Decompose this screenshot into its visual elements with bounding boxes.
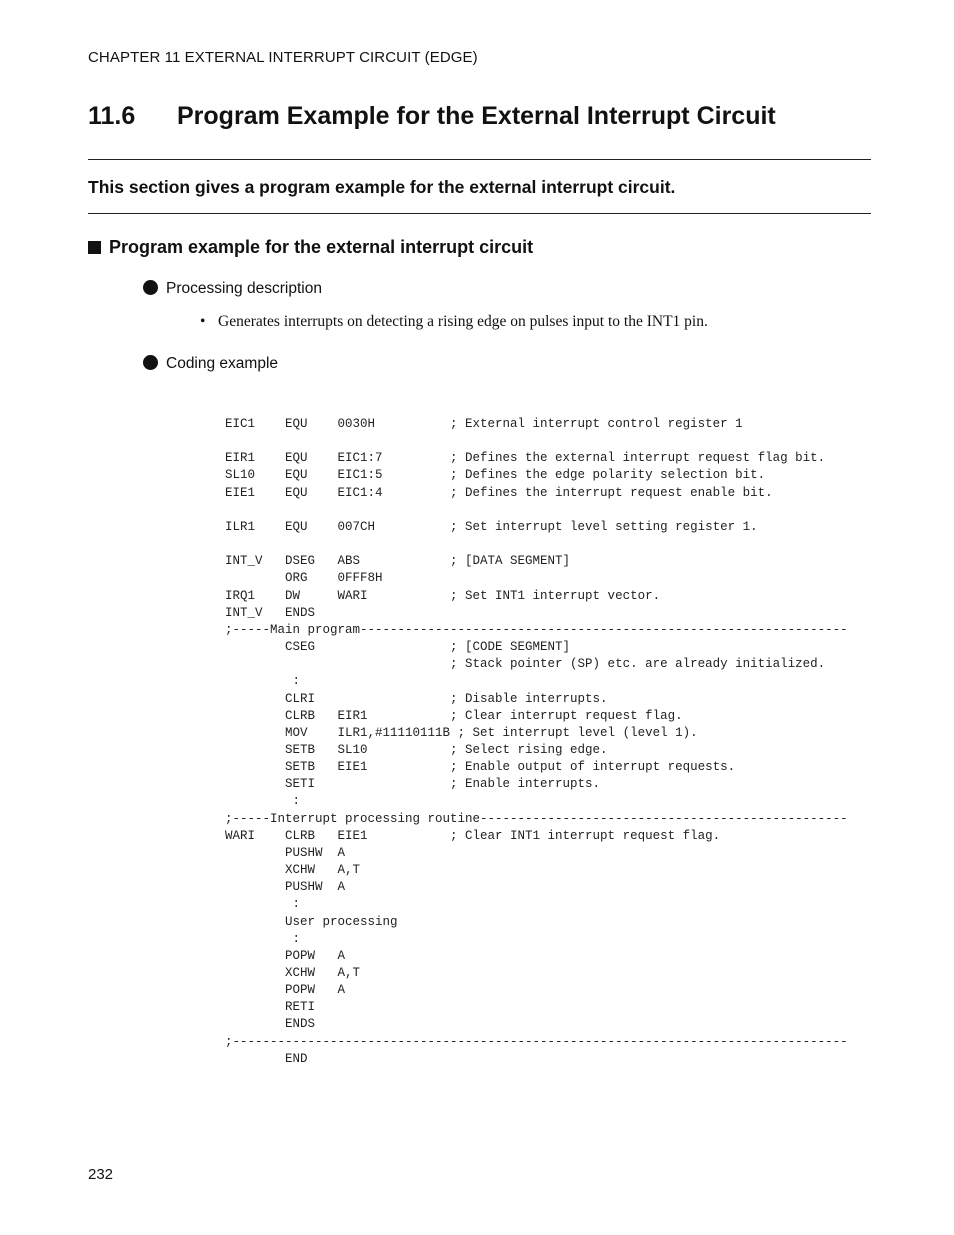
- code-block: [225, 416, 848, 1068]
- list-item-text: Generates interrupts on detecting a rising edge on pulses input to the INT1 pin.: [218, 313, 708, 330]
- code-line: EIR1 EQU EIC1:7 ; Defines the external interrupt request flag bit.: [225, 451, 826, 466]
- code-line: User processing: [225, 914, 398, 929]
- code-line: ;-----Main program-----------------------------------------------------------------: [225, 622, 848, 637]
- subsection-heading: [88, 237, 533, 258]
- code-line: INT_V DSEG ABS ; [DATA SEGMENT]: [225, 554, 571, 569]
- code-line: :: [225, 674, 301, 689]
- coding-heading-text: Coding example: [166, 355, 279, 372]
- code-line: RETI: [225, 1000, 316, 1015]
- code-line: :: [225, 897, 301, 912]
- code-line: XCHW A,T: [225, 863, 361, 878]
- page-number: 232: [88, 1166, 114, 1183]
- processing-heading-text: Processing description: [166, 280, 322, 297]
- code-line: IRQ1 DW WARI ; Set INT1 interrupt vector.: [225, 588, 661, 603]
- section-title-text: Program Example for the External Interrupt Circuit: [177, 102, 776, 130]
- list-item: [200, 313, 708, 331]
- subsection-title: Program example for the external interrupt circuit: [109, 237, 534, 257]
- code-line: :: [225, 794, 301, 809]
- processing-heading: [143, 280, 322, 298]
- code-line: CSEG ; [CODE SEGMENT]: [225, 640, 571, 655]
- code-line: PUSHW A: [225, 845, 346, 860]
- code-line: SETI ; Enable interrupts.: [225, 777, 601, 792]
- code-line: EIC1 EQU 0030H ; External interrupt control register 1: [225, 417, 743, 431]
- code-line: SETB SL10 ; Select rising edge.: [225, 742, 608, 757]
- code-line: ENDS: [225, 1017, 316, 1032]
- code-line: ; Stack pointer (SP) etc. are already initialized.: [225, 657, 826, 672]
- code-line: SETB EIE1 ; Enable output of interrupt requests.: [225, 760, 736, 775]
- code-line: POPW A: [225, 983, 346, 998]
- code-line: CLRB EIR1 ; Clear interrupt request flag.: [225, 708, 683, 723]
- code-line: PUSHW A: [225, 880, 346, 895]
- code-line: CLRI ; Disable interrupts.: [225, 691, 608, 706]
- bottom-rule: [88, 213, 871, 214]
- code-line: END: [225, 1051, 308, 1066]
- code-line: SL10 EQU EIC1:5 ; Defines the edge polarity selection bit.: [225, 468, 766, 483]
- code-line: ILR1 EQU 007CH ; Set interrupt level setting register 1.: [225, 519, 758, 534]
- code-line: XCHW A,T: [225, 966, 361, 980]
- section-summary: This section gives a program example for the external interrupt circuit.: [88, 177, 676, 197]
- code-line: EIE1 EQU EIC1:4 ; Defines the interrupt request enable bit.: [225, 485, 773, 500]
- coding-heading: [143, 355, 278, 373]
- code-line: WARI CLRB EIE1 ; Clear INT1 interrupt request flag.: [225, 828, 721, 843]
- code-line: ;----------------------------------------------------------------------------------: [225, 1034, 848, 1049]
- circle-bullet-icon: [143, 280, 158, 295]
- code-line: POPW A: [225, 948, 346, 963]
- code-line: MOV ILR1,#11110111B ; Set interrupt level (level 1).: [225, 725, 698, 740]
- code-line: ;-----Interrupt processing routine-------------------------------------------------: [225, 811, 848, 826]
- top-rule: [88, 159, 871, 160]
- square-bullet-icon: [88, 241, 101, 254]
- section-title: [88, 102, 776, 131]
- code-line: :: [225, 931, 301, 946]
- circle-bullet-icon: [143, 355, 158, 370]
- code-line: ORG 0FFF8H: [225, 571, 383, 586]
- code-line: INT_V ENDS: [225, 605, 316, 620]
- bullet-dot-icon: •: [200, 313, 206, 330]
- chapter-header: CHAPTER 11 EXTERNAL INTERRUPT CIRCUIT (EDGE): [88, 49, 478, 66]
- section-number: 11.6: [88, 102, 136, 130]
